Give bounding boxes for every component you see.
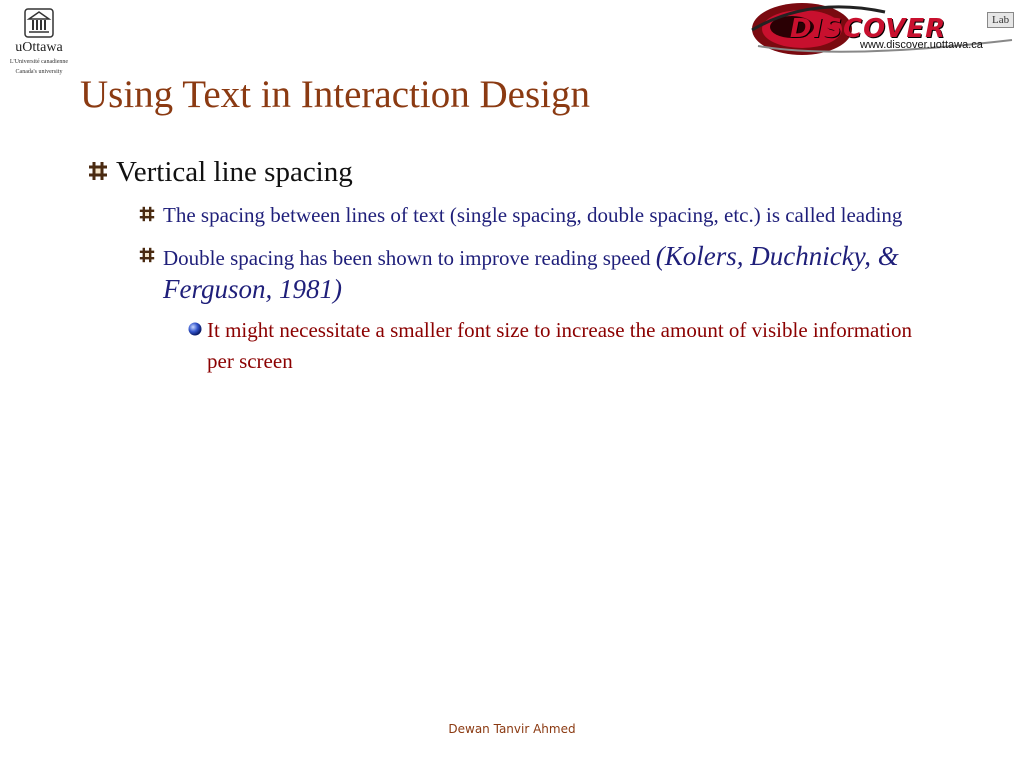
blue-sphere-bullet-icon bbox=[183, 315, 207, 343]
bullet-level3-text: It might necessitate a smaller font size to increase the amount of visible information per screen bbox=[207, 318, 913, 373]
bullet-level2-text: The spacing between lines of text (single spacing, double spacing, etc.) is called leading bbox=[163, 203, 903, 227]
bullet-level2-body: Double spacing has been shown to improve reading speed bbox=[163, 246, 656, 270]
citation: (Kolers, Duchnicky, & Ferguson, 1981) bbox=[163, 241, 899, 304]
discover-url: www.discover.uottawa.ca bbox=[860, 39, 983, 51]
discover-lab-logo bbox=[750, 0, 1024, 60]
hash-bullet-icon bbox=[130, 241, 163, 269]
uottawa-tagline-en: Canada's university bbox=[15, 69, 63, 75]
bullet-level2-leading bbox=[130, 200, 960, 231]
uottawa-name: uOttawa bbox=[15, 40, 63, 55]
lab-badge: Lab bbox=[987, 12, 1014, 28]
hash-bullet-icon bbox=[130, 200, 163, 228]
bullet-list bbox=[80, 154, 960, 377]
bullet-level1 bbox=[80, 154, 960, 190]
slide-title: Using Text in Interaction Design bbox=[80, 73, 590, 116]
hash-bullet-icon bbox=[80, 154, 116, 188]
university-building-icon bbox=[24, 8, 54, 38]
uottawa-logo bbox=[8, 8, 70, 76]
bullet-level2-double-spacing bbox=[130, 241, 960, 307]
bullet-level2-text bbox=[163, 241, 960, 307]
bullet-level1-text: Vertical line spacing bbox=[116, 156, 353, 188]
bullet-level3 bbox=[183, 315, 960, 377]
discover-word: DISCOVER bbox=[790, 14, 947, 44]
footer-author: Dewan Tanvir Ahmed bbox=[448, 722, 576, 736]
uottawa-tagline-fr: L'Université canadienne bbox=[9, 59, 69, 65]
